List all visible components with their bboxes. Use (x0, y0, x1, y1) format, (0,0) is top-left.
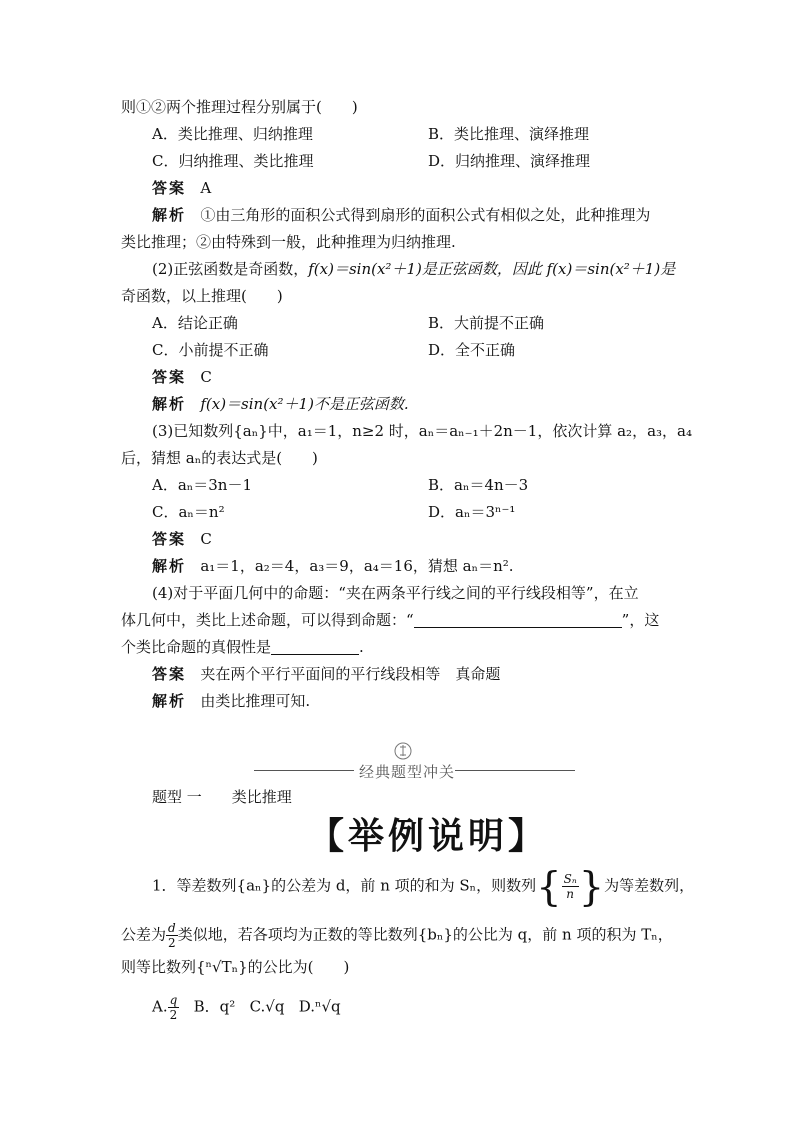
fill-blank[interactable] (271, 638, 359, 655)
q4-answer: 夹在两个平行平面间的平行线段相等 真命题 (200, 665, 501, 683)
opt-a-den: 2 (169, 1008, 178, 1022)
frac-den: n (566, 887, 575, 901)
q4-stem-2 (121, 610, 659, 630)
q2-stem-2: 奇函数，以上推理( ) (121, 287, 283, 305)
q4-analysis-line (152, 691, 310, 711)
example-option-a-frac (168, 993, 180, 1022)
analysis-label: 解析 (152, 692, 187, 710)
q1-option-c: C．归纳推理、类比推理 (152, 152, 314, 170)
answer-label: 答案 (152, 179, 187, 197)
analysis-label: 解析 (152, 395, 187, 413)
answer-label: 答案 (152, 368, 187, 386)
q3-option-a: A．aₙ＝3n－1 (152, 476, 253, 494)
question-type-label: 题型 一 类比推理 (152, 788, 292, 806)
example-option-c: C.√q (249, 997, 285, 1016)
analysis-label: 解析 (152, 206, 187, 224)
example-line-2b: 类似地，若各项均为正数的等比数列{bₙ}的公比为 q，前 n 项的积为 Tₙ， (177, 925, 673, 944)
q2-answer-line (152, 367, 212, 387)
q2-stem-1 (152, 259, 675, 279)
q2-stem-1b: f(x)＝sin(x²＋1)是正弦函数，因此 f(x)＝sin(x²＋1)是 (308, 260, 676, 278)
banner-rule-right (455, 770, 575, 771)
q1-analysis-cont: 类比推理；②由特殊到一般，此种推理为归纳推理. (121, 233, 456, 251)
q3-option-c: C．aₙ＝n² (152, 503, 225, 521)
q2-analysis-line (152, 394, 409, 414)
q3-answer: C (200, 530, 212, 548)
q1-option-a: A．类比推理、归纳推理 (152, 125, 313, 143)
q1-analysis-line (152, 205, 650, 225)
example-option-b: B．q² (193, 997, 236, 1016)
q2-answer: C (200, 368, 212, 386)
q4-analysis-text: 由类比推理可知. (200, 692, 311, 710)
q2-option-c: C．小前提不正确 (152, 341, 269, 359)
q1-answer-line (152, 178, 211, 198)
q4-stem-2a: 体几何中，类比上述命题，可以得到命题：“ (121, 611, 414, 629)
q3-answer-line (152, 529, 212, 549)
q4-stem-1: (4)对于平面几何中的命题：“夹在两条平行线之间的平行线段相等”，在立 (152, 584, 639, 602)
brace-close: } (578, 864, 605, 911)
answer-label: 答案 (152, 530, 187, 548)
example-line-1a: 1．等差数列{aₙ}的公差为 d，前 n 项的和为 Sₙ，则数列 (152, 876, 537, 895)
example-title: 【举例说明】 (308, 816, 549, 857)
example-line-3: 则等比数列{ⁿ√Tₙ}的公比为( ) (121, 958, 350, 976)
q3-option-b: B．aₙ＝4n－3 (428, 476, 529, 494)
q4-stem-3 (121, 637, 364, 657)
seal-icon (390, 741, 416, 761)
banner-rule-left (254, 770, 354, 771)
q1-analysis-text: ①由三角形的面积公式得到扇形的面积公式有相似之处，此种推理为 (200, 206, 651, 224)
example-line-1 (152, 864, 695, 911)
frac2-den: 2 (168, 936, 176, 950)
example-option-d: D.ⁿ√q (298, 997, 341, 1016)
q3-analysis-line (152, 556, 514, 576)
q2-stem-1a: (2)正弦函数是奇函数， (152, 260, 309, 278)
frac2-num: d (168, 921, 176, 935)
q1-answer: A (200, 179, 212, 197)
q4-stem-2b: ”，这 (621, 611, 660, 629)
section-banner: 经典题型冲关 (359, 763, 456, 781)
fill-blank[interactable] (414, 611, 622, 628)
fraction-sn-over-n (562, 872, 579, 901)
q1-stem: 则①②两个推理过程分别属于( ) (121, 98, 358, 116)
q4-stem-3b: . (359, 638, 364, 656)
q2-option-b: B．大前提不正确 (428, 314, 545, 332)
q3-stem-2: 后，猜想 aₙ的表达式是( ) (121, 449, 318, 467)
analysis-label: 解析 (152, 557, 187, 575)
brace-open: { (536, 864, 562, 911)
frac-num: Sₙ (563, 872, 577, 886)
example-line-2a: 公差为 (121, 925, 167, 944)
example-line-2 (121, 921, 673, 950)
q2-option-d: D．全不正确 (428, 341, 516, 359)
answer-label: 答案 (152, 665, 187, 683)
opt-a-num: q (169, 993, 178, 1007)
fraction-d-over-2 (166, 921, 178, 950)
q3-stem-1: (3)已知数列{aₙ}中，a₁＝1，n≥2 时，aₙ＝aₙ₋₁＋2n－1，依次计算 a₂，a₃，a₄ (152, 422, 692, 440)
q1-option-b: B．类比推理、演绎推理 (428, 125, 590, 143)
example-options (152, 993, 341, 1022)
q3-analysis-text: a₁＝1，a₂＝4，a₃＝9，a₄＝16，猜想 aₙ＝n². (200, 557, 514, 575)
q2-analysis-text: f(x)＝sin(x²＋1)不是正弦函数. (200, 395, 409, 413)
q2-option-a: A．结论正确 (152, 314, 238, 332)
q4-answer-line (152, 664, 500, 684)
example-option-a-label: A. (152, 997, 168, 1016)
q1-option-d: D．归纳推理、演绎推理 (428, 152, 591, 170)
example-line-1b: 为等差数列， (604, 876, 695, 895)
q3-option-d: D．aₙ＝3ⁿ⁻¹ (428, 503, 516, 521)
q4-stem-3a: 个类比命题的真假性是 (121, 638, 272, 656)
